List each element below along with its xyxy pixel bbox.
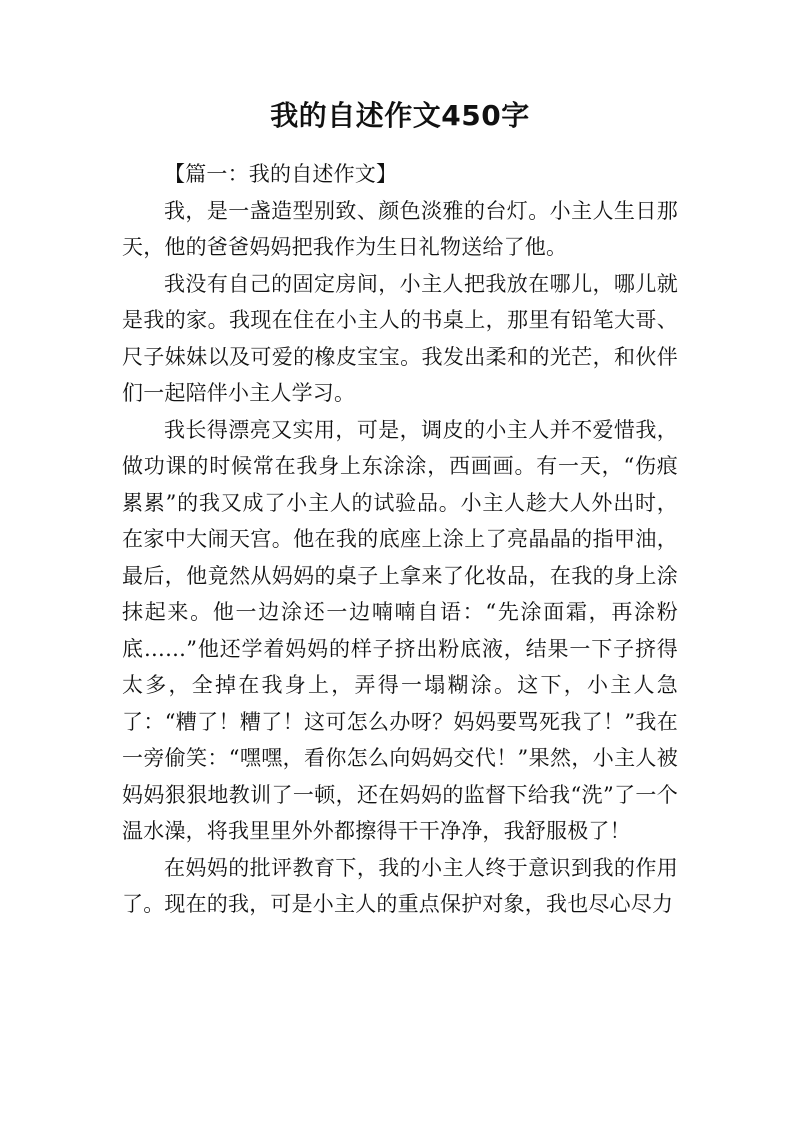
section-heading: 【篇一：我的自述作文】 [164,162,398,186]
document-body [122,156,678,923]
paragraph-3: 我长得漂亮又实用，可是，调皮的小主人并不爱惜我，做功课的时候常在我身上东涂涂，西画画。有一天，“伤痕累累”的我又成了小主人的试验品。小主人趁大人外出时，在家中大闹天宫。他在我的底座上涂上了亮晶晶的指甲油，最后，他竟然从妈妈的桌子上拿来了化妆品，在我的身上涂抹起来。他一边涂还一边喃喃自语：“先涂面霜，再涂粉底……”他还学着妈妈的样子挤出粉底液，结果一下子挤得太多，全掉在我身上，弄得一塌糊涂。这下，小主人急了：“糟了！糟了！这可怎么办呀？妈妈要骂死我了！”我在一旁偷笑：“嘿嘿，看你怎么向妈妈交代！”果然，小主人被妈妈狠狠地教训了一顿，还在妈妈的监督下给我“洗”了一个温水澡，将我里里外外都擦得干干净净，我舒服极了！ [122,417,678,843]
document-title: 我的自述作文450字 [270,99,530,132]
paragraph-2: 我没有自己的固定房间，小主人把我放在哪儿，哪儿就是我的家。我现在住在小主人的书桌上，那里有铅笔大哥、尺子妹妹以及可爱的橡皮宝宝。我发出柔和的光芒，和伙伴们一起陪伴小主人学习。 [122,271,678,405]
paragraph-1: 我，是一盏造型别致、颜色淡雅的台灯。小主人生日那天，他的爸爸妈妈把我作为生日礼物送给了他。 [122,198,678,259]
paragraph-4: 在妈妈的批评教育下，我的小主人终于意识到我的作用了。现在的我，可是小主人的重点保护对象，我也尽心尽力 [122,855,678,916]
